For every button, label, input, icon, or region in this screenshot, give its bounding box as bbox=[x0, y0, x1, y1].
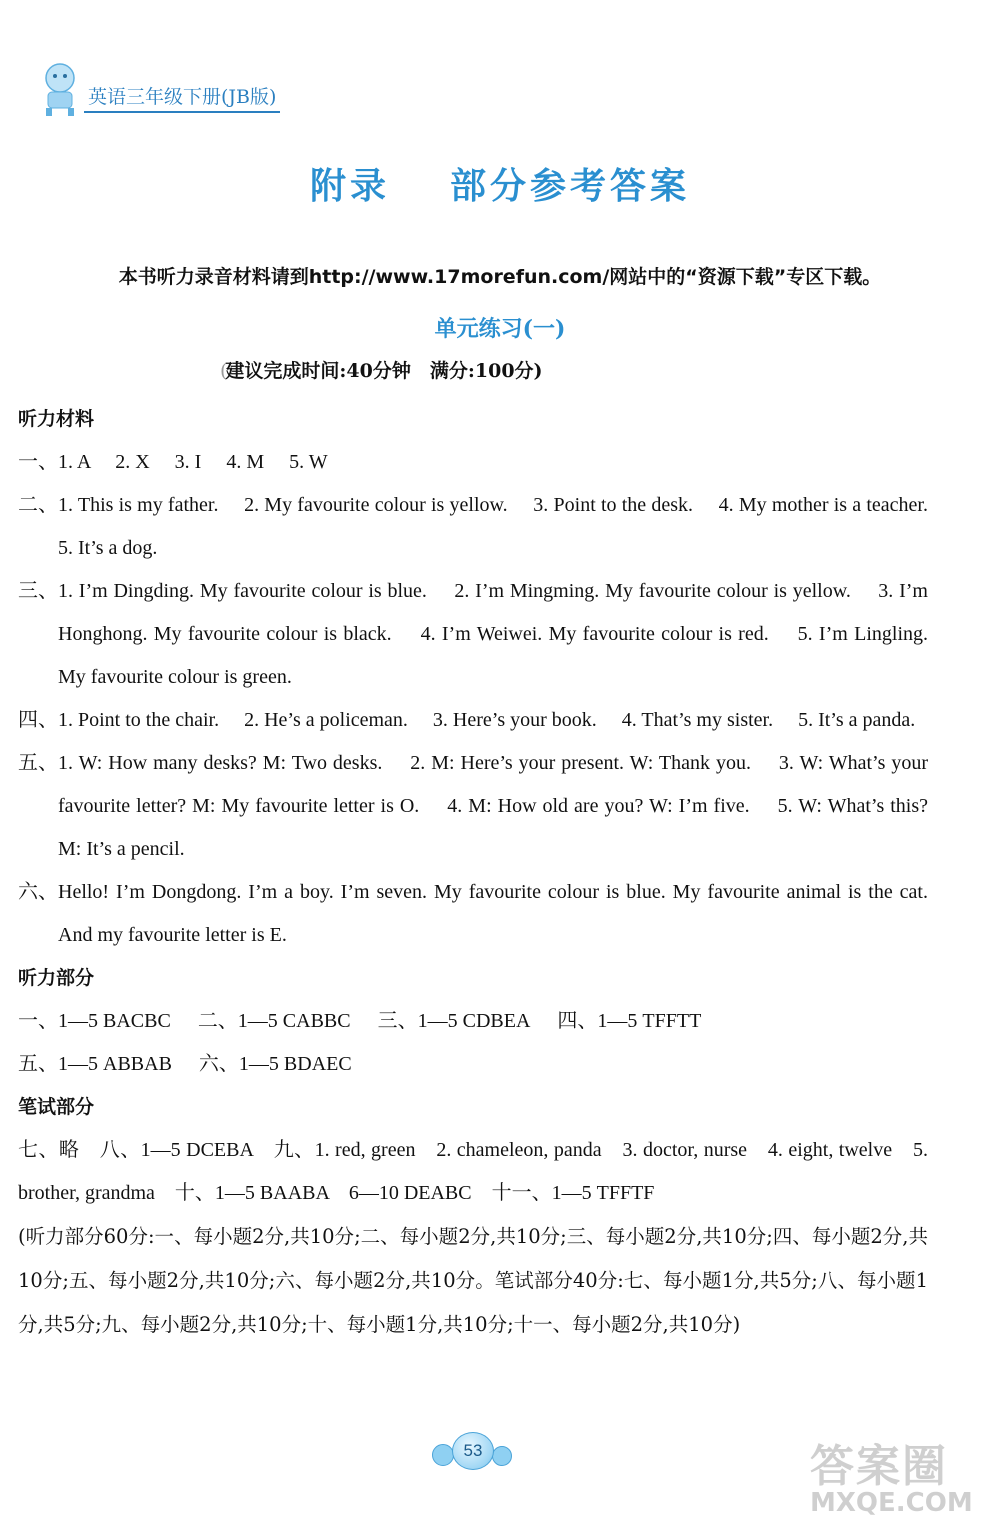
header-title: 英语三年级下册(JB版) bbox=[84, 82, 280, 113]
scoring-note: (听力部分60分:一、每小题2分,共10分;二、每小题2分,共10分;三、每小题2分,共10分;四、每小题2分,共10分;五、每小题2分,共10分;六、每小题2分,共10分。笔试部分40分:七、每小题1分,共5分;八、每小题1分,共5分;九、每小题2分,共10分;十、每小题1分,共10分;十一、每小题2分,共10分) bbox=[18, 1225, 928, 1336]
item-text: 1. A 2. X 3. I 4. M 5. W bbox=[58, 451, 328, 473]
download-notice: 本书听力录音材料请到http://www.17morefun.com/网站中的“资源下载”专区下载。 bbox=[118, 266, 882, 288]
item-number: 二、 bbox=[18, 494, 58, 516]
answer-group: 五、1—5 ABBAB bbox=[18, 1053, 172, 1075]
answer-group: 四、1—5 TFFTT bbox=[557, 1010, 702, 1032]
item-text: 1. This is my father. 2. My favourite colour is yellow. 3. Point to the desk. 4. My mother is a teacher. 5. It’s a dog. bbox=[58, 494, 953, 559]
item-text: 1. I’m Dingding. My favourite colour is blue. 2. I’m Mingming. My favourite colour is yellow. 3. I’m Honghong. My favourite colour is black. 4. I’m Weiwei. My favourite colour is red. 5. I’m Lingling. My favourite colour is green. bbox=[58, 580, 928, 688]
item-number: 六、 bbox=[18, 881, 58, 903]
page-title-part1: 附录 bbox=[309, 166, 390, 207]
watermark-bottom: MXQE.COM bbox=[810, 1488, 973, 1518]
list-item bbox=[18, 441, 928, 484]
time-note-prefix: ( bbox=[220, 360, 226, 382]
page-title bbox=[0, 158, 1000, 209]
list-item bbox=[18, 871, 928, 957]
answer-line bbox=[18, 1043, 928, 1086]
item-text: Hello! I’m Dongdong. I’m a boy. I’m seven. My favourite colour is blue. My favourite animal is the cat. And my favourite letter is E. bbox=[58, 881, 928, 946]
written-answers-text: 七、略 八、1—5 DCEBA 九、1. red, green 2. chameleon, panda 3. doctor, nurse 4. eight, twelve 5. brother, grandma 十、1—5 BAABA 6—10 DEABC 十一、1—5 TFFTF bbox=[18, 1139, 928, 1204]
bubble-decoration bbox=[492, 1446, 512, 1466]
item-number: 三、 bbox=[18, 580, 58, 602]
item-number: 一、 bbox=[18, 451, 58, 473]
answer-group: 一、1—5 BACBC bbox=[18, 1010, 171, 1032]
section-heading-written-part: 笔试部分 bbox=[18, 1096, 95, 1118]
page-number-badge bbox=[432, 1430, 512, 1474]
page-title-part2: 部分参考答案 bbox=[450, 166, 691, 207]
list-item bbox=[18, 570, 928, 699]
page-number: 53 bbox=[452, 1432, 494, 1470]
item-text: 1. Point to the chair. 2. He’s a policeman. 3. Here’s your book. 4. That’s my sister. 5. It’s a panda. bbox=[58, 709, 916, 731]
bubble-decoration bbox=[432, 1444, 454, 1466]
written-answers bbox=[18, 1129, 928, 1215]
unit-title: 单元练习(一) bbox=[434, 316, 566, 342]
section-heading-listening-part: 听力部分 bbox=[18, 967, 95, 989]
item-number: 四、 bbox=[18, 709, 58, 731]
list-item bbox=[18, 484, 953, 570]
answer-group: 二、1—5 CABBC bbox=[197, 1010, 351, 1032]
list-item bbox=[18, 742, 928, 871]
watermark-top: 答案圈 bbox=[810, 1441, 948, 1492]
item-number: 五、 bbox=[18, 752, 58, 774]
answer-line bbox=[18, 1000, 928, 1043]
time-note-text: 建议完成时间:40分钟 满分:100分) bbox=[225, 360, 543, 382]
mascot-icon bbox=[40, 60, 80, 118]
watermark bbox=[810, 1430, 990, 1525]
item-text: 1. W: How many desks? M: Two desks. 2. M: Here’s your present. W: Thank you. 3. W: What’s your favourite letter? M: My favourite letter is O. 4. M: How old are you? W: I’m five. 5. W: What’s this? M: It’s a pencil. bbox=[58, 752, 928, 860]
answer-group: 六、1—5 BDAEC bbox=[198, 1053, 352, 1075]
answer-group: 三、1—5 CDBEA bbox=[377, 1010, 531, 1032]
time-note bbox=[220, 356, 543, 383]
answer-content bbox=[18, 398, 953, 1347]
list-item bbox=[18, 699, 928, 742]
section-heading-listening-material: 听力材料 bbox=[18, 408, 95, 430]
page-header bbox=[40, 60, 300, 120]
